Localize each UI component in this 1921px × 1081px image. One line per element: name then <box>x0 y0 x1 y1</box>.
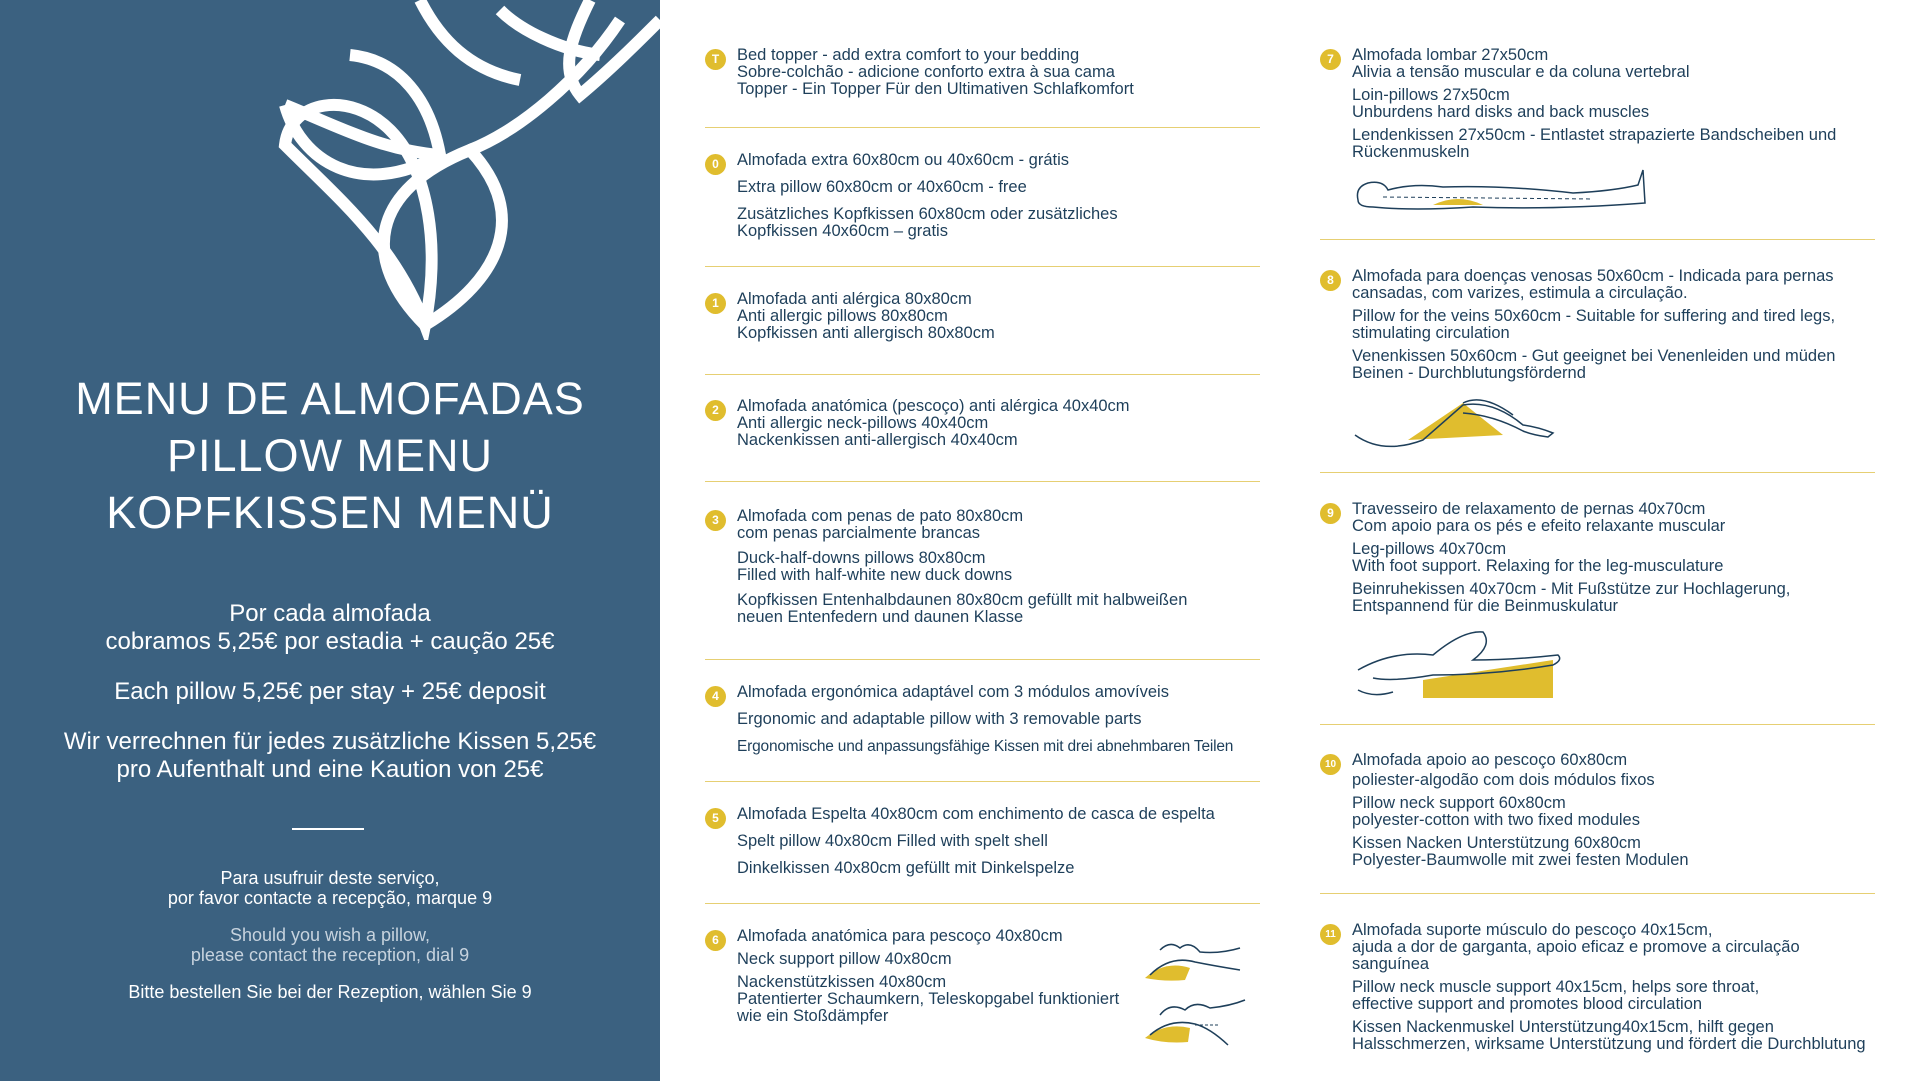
number-badge: 7 <box>1320 49 1341 70</box>
item-line: Dinkelkissen 40x80cm gefüllt mit Dinkelspelze <box>737 859 1075 877</box>
number-badge: 2 <box>705 400 726 421</box>
item-line: Pillow for the veins 50x60cm - Suitable for suffering and tired legs, <box>1352 307 1836 325</box>
contact-de: Bitte bestellen Sie bei der Rezeption, wählen Sie 9 <box>128 982 532 1002</box>
item-line: Kopfkissen 40x60cm – gratis <box>737 222 948 240</box>
divider <box>292 828 364 830</box>
separator <box>1320 472 1875 473</box>
item-line: Almofada extra 60x80cm ou 40x60cm - grátis <box>737 151 1069 169</box>
leg-rest-illustration <box>1353 620 1573 700</box>
item-line: Almofada apoio ao pescoço 60x80cm <box>1352 751 1628 769</box>
item-line: Almofada para doenças venosas 50x60cm - Indicada para pernas <box>1352 267 1834 285</box>
separator <box>705 781 1260 782</box>
item-line: Kopfkissen Entenhalbdaunen 80x80cm gefüllt mit halbweißen <box>737 591 1188 609</box>
title-line-de: KOPFKISSEN MENÜ <box>106 487 554 538</box>
separator <box>705 903 1260 904</box>
item-line: Venenkissen 50x60cm - Gut geeignet bei Venenleiden und müden <box>1352 347 1836 365</box>
item-line: Ergonomic and adaptable pillow with 3 removable parts <box>737 710 1142 728</box>
item-line: neuen Entenfedern und daunen Klasse <box>737 608 1024 626</box>
number-badge: 8 <box>1320 270 1341 291</box>
separator <box>1320 893 1875 894</box>
item-line: Neck support pillow 40x80cm <box>737 950 952 968</box>
item-line: Sobre-colchão - adicione conforto extra à sua cama <box>737 63 1115 81</box>
item-7 <box>1320 47 1875 161</box>
item-11 <box>1320 922 1875 1053</box>
price-de <box>0 728 660 784</box>
item-1 <box>705 291 1265 342</box>
item-line: Nackenkissen anti-allergisch 40x40cm <box>737 431 1018 449</box>
item-line: Pillow neck muscle support 40x15cm, helps sore throat, <box>1352 978 1760 996</box>
item-line: Duck-half-downs pillows 80x80cm <box>737 549 986 567</box>
item-line: Bed topper - add extra comfort to your bedding <box>737 46 1080 64</box>
number-badge: 0 <box>705 154 726 175</box>
item-line: Almofada suporte músculo do pescoço 40x15cm, <box>1352 921 1713 939</box>
item-8 <box>1320 268 1875 382</box>
price-pt-line-2: cobramos 5,25€ por estadia + caução 25€ <box>105 628 555 655</box>
item-line: Anti allergic pillows 80x80cm <box>737 307 948 325</box>
contact-pt-line-1: Para usufruir deste serviço, <box>220 868 440 888</box>
item-line: Loin-pillows 27x50cm <box>1352 86 1510 104</box>
contact-info <box>0 868 660 1019</box>
item-line: com penas parcialmente brancas <box>737 524 981 542</box>
item-line: Rückenmuskeln <box>1352 143 1470 161</box>
item-line: Leg-pillows 40x70cm <box>1352 540 1507 558</box>
item-line: Polyester-Baumwolle mit zwei festen Modulen <box>1352 851 1689 869</box>
item-0 <box>705 152 1265 240</box>
item-line: With foot support. Relaxing for the leg-musculature <box>1352 557 1724 575</box>
number-badge: 11 <box>1320 924 1341 945</box>
item-line: Almofada Espelta 40x80cm com enchimento de casca de espelta <box>737 805 1215 823</box>
item-line: Almofada ergonómica adaptável com 3 módulos amovíveis <box>737 683 1169 701</box>
item-line: Almofada anatómica (pescoço) anti alérgica 40x40cm <box>737 397 1130 415</box>
price-de-line-2: pro Aufenthalt und eine Kaution von 25€ <box>116 756 544 783</box>
price-de-line-1: Wir verrechnen für jedes zusätzliche Kissen 5,25€ <box>63 728 597 755</box>
contact-pt <box>0 868 660 908</box>
separator <box>705 481 1260 482</box>
item-line: Anti allergic neck-pillows 40x40cm <box>737 414 989 432</box>
number-badge: 1 <box>705 293 726 314</box>
item-line: poliester-algodão com dois módulos fixos <box>1352 771 1655 789</box>
price-pt-line-1: Por cada almofada <box>229 600 431 627</box>
neck-pillow-illustration <box>1140 930 1250 1050</box>
contact-en <box>0 925 660 965</box>
item-10 <box>1320 752 1875 869</box>
item-line: Almofada lombar 27x50cm <box>1352 46 1549 64</box>
number-badge: 5 <box>705 808 726 829</box>
item-3 <box>705 508 1265 626</box>
item-line: Alivia a tensão muscular e da coluna vertebral <box>1352 63 1690 81</box>
item-line: Travesseiro de relaxamento de pernas 40x70cm <box>1352 500 1706 518</box>
menu-title <box>0 370 660 541</box>
separator <box>1320 724 1875 725</box>
number-badge: T <box>705 49 726 70</box>
number-badge: 10 <box>1320 754 1341 775</box>
item-line: stimulating circulation <box>1352 324 1510 342</box>
item-line: Filled with half-white new duck downs <box>737 566 1013 584</box>
number-badge: 4 <box>705 686 726 707</box>
item-5 <box>705 806 1265 877</box>
item-line: Com apoio para os pés e efeito relaxante muscular <box>1352 517 1726 535</box>
contact-pt-line-2: por favor contacte a recepção, marque 9 <box>167 888 493 908</box>
price-en: Each pillow 5,25€ per stay + 25€ deposit <box>114 678 546 705</box>
item-9 <box>1320 501 1875 615</box>
item-line: wie ein Stoßdämpfer <box>737 1007 889 1025</box>
item-line: Spelt pillow 40x80cm Filled with spelt shell <box>737 832 1048 850</box>
item-line: Nackenstützkissen 40x80cm <box>737 973 947 991</box>
item-line: Beinen - Durchblutungsfördernd <box>1352 364 1586 382</box>
item-line: Zusätzliches Kopfkissen 60x80cm oder zusätzliches <box>737 205 1118 223</box>
item-line: Unburdens hard disks and back muscles <box>1352 103 1650 121</box>
contact-en-line-1: Should you wish a pillow, <box>229 925 431 945</box>
item-topper <box>705 47 1265 98</box>
item-2 <box>705 398 1265 449</box>
floral-logo <box>0 0 660 340</box>
title-line-pt: MENU DE ALMOFADAS <box>75 373 585 424</box>
item-line: ajuda a dor de garganta, apoio eficaz e promove a circulação sanguínea <box>1352 938 1800 973</box>
item-line: Patentierter Schaumkern, Teleskopgabel funktioniert <box>737 990 1120 1008</box>
number-badge: 6 <box>705 930 726 951</box>
item-line: Almofada com penas de pato 80x80cm <box>737 507 1024 525</box>
item-line: Entspannend für die Beinmuskulatur <box>1352 597 1618 615</box>
item-line: polyester-cotton with two fixed modules <box>1352 811 1640 829</box>
separator <box>705 266 1260 267</box>
item-line: cansadas, com varizes, estimula a circulação. <box>1352 284 1688 302</box>
price-info <box>0 600 660 806</box>
left-panel <box>0 0 660 1081</box>
number-badge: 3 <box>705 510 726 531</box>
title-line-en: PILLOW MENU <box>166 430 494 481</box>
number-badge: 9 <box>1320 503 1341 524</box>
item-4 <box>705 684 1265 755</box>
item-line: Extra pillow 60x80cm or 40x60cm - free <box>737 178 1027 196</box>
item-line: Ergonomische und anpassungsfähige Kissen mit drei abnehmbaren Teilen <box>737 738 1234 755</box>
leg-pillow-illustration <box>1353 385 1563 450</box>
item-line: Halsschmerzen, wirksame Unterstützung und fördert die Durchblutung <box>1352 1035 1866 1053</box>
separator <box>705 659 1260 660</box>
item-line: Almofada anti alérgica 80x80cm <box>737 290 972 308</box>
price-pt <box>0 600 660 656</box>
separator <box>1320 239 1875 240</box>
item-line: Almofada anatómica para pescoço 40x80cm <box>737 927 1063 945</box>
item-line: effective support and promotes blood circulation <box>1352 995 1703 1013</box>
item-line: Lendenkissen 27x50cm - Entlastet strapazierte Bandscheiben und <box>1352 126 1837 144</box>
item-line: Beinruhekissen 40x70cm - Mit Fußstütze zur Hochlagerung, <box>1352 580 1791 598</box>
item-line: Kissen Nackenmuskel Unterstützung40x15cm, hilft gegen <box>1352 1018 1774 1036</box>
item-line: Topper - Ein Topper Für den Ultimativen Schlafkomfort <box>737 80 1134 98</box>
item-line: Kissen Nacken Unterstützung 60x80cm <box>1352 834 1641 852</box>
separator <box>705 127 1260 128</box>
contact-en-line-2: please contact the reception, dial 9 <box>190 945 470 965</box>
item-line: Kopfkissen anti allergisch 80x80cm <box>737 324 995 342</box>
item-line: Pillow neck support 60x80cm <box>1352 794 1566 812</box>
separator <box>705 374 1260 375</box>
lying-person-illustration <box>1353 165 1653 215</box>
